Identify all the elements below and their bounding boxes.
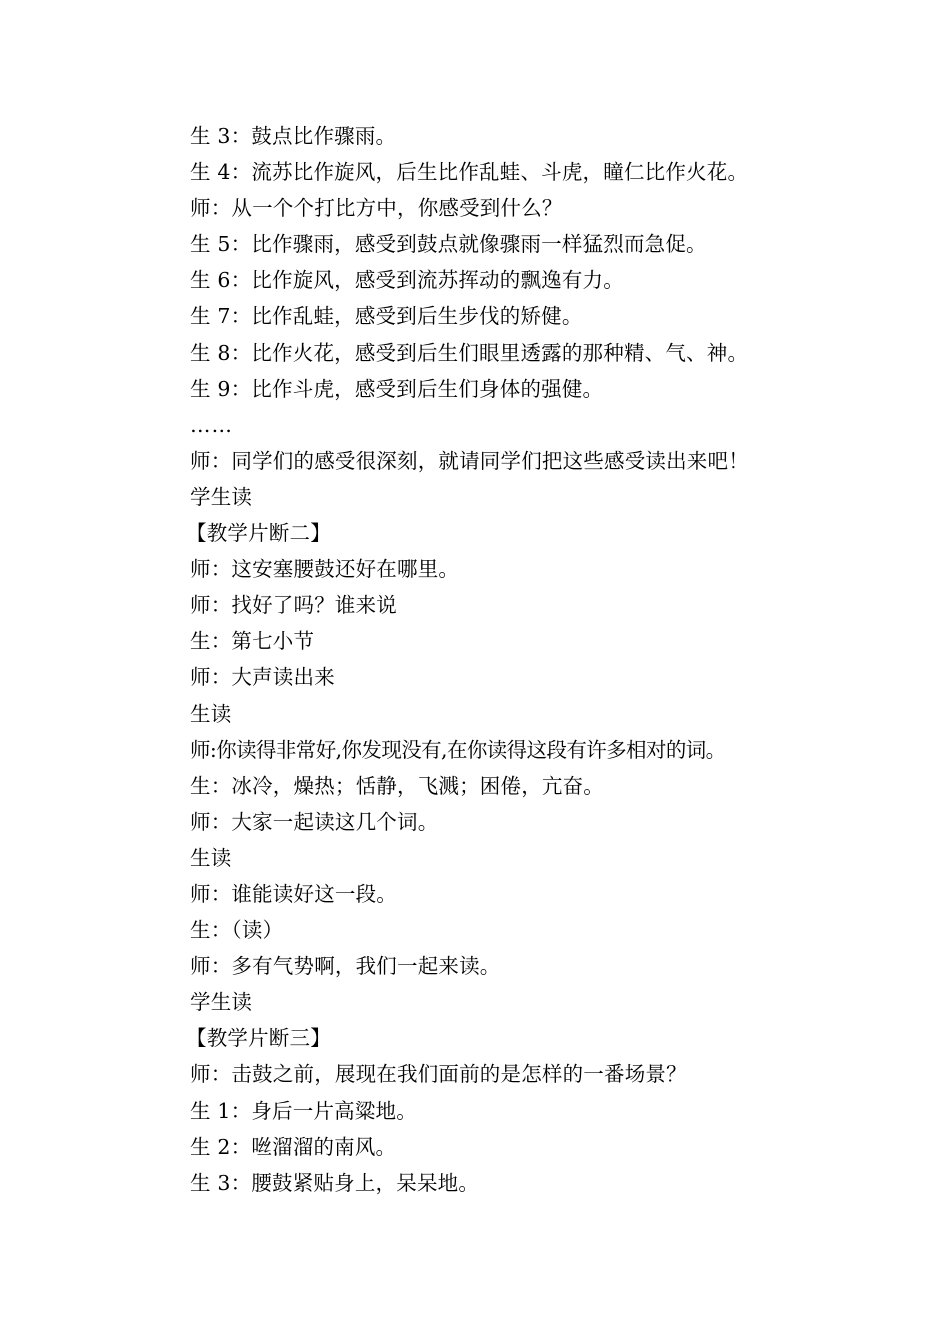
text-line: 师：同学们的感受很深刻，就请同学们把这些感受读出来吧！: [190, 448, 749, 473]
text-line: 生 5：比作骤雨，感受到鼓点就像骤雨一样猛烈而急促。: [190, 232, 707, 257]
text-line: 师：多有气势啊，我们一起来读。: [190, 954, 501, 979]
text-line: 师：从一个个打比方中，你感受到什么？: [190, 196, 563, 221]
section-heading: 【教学片断三】: [186, 1026, 331, 1051]
text-line: 生 1：身后一片高粱地。: [190, 1098, 417, 1123]
section-heading: 【教学片断二】: [186, 521, 331, 546]
text-line: 生 6：比作旋风，感受到流苏挥动的飘逸有力。: [190, 268, 624, 293]
text-line: 师：谁能读好这一段。: [190, 881, 397, 906]
ellipsis-line: ……: [190, 412, 233, 437]
text-line: 生读: [190, 701, 232, 726]
text-line: 生 4：流苏比作旋风，后生比作乱蛙、斗虎，瞳仁比作火花。: [190, 160, 749, 185]
text-line: 生 3：腰鼓紧贴身上，呆呆地。: [190, 1170, 480, 1195]
text-line: 生：（读）: [190, 918, 284, 943]
text-line: 生 2：咝溜溜的南风。: [190, 1134, 397, 1159]
text-line: 学生读: [190, 990, 253, 1015]
text-line: 师:你读得非常好,你发现没有,在你读得这段有许多相对的词。: [190, 737, 726, 762]
text-line: 师：找好了吗？谁来说: [190, 593, 397, 618]
text-line: 师：击鼓之前，展现在我们面前的是怎样的一番场景？: [190, 1062, 687, 1087]
text-line: 学生读: [190, 484, 253, 509]
text-line: 师：大声读出来: [190, 665, 335, 690]
text-line: 生 8：比作火花，感受到后生们眼里透露的那种精、气、神。: [190, 340, 749, 365]
text-line: 生读: [190, 845, 232, 870]
text-line: 生：第七小节: [190, 629, 315, 654]
document-body: [186, 118, 890, 1201]
text-line: 生：冰冷，燥热；恬静，飞溅；困倦，亢奋。: [190, 773, 604, 798]
text-line: 生 7：比作乱蛙，感受到后生步伐的矫健。: [190, 304, 583, 329]
text-line: 生 9：比作斗虎，感受到后生们身体的强健。: [190, 376, 604, 401]
text-line: 生 3：鼓点比作骤雨。: [190, 124, 397, 148]
text-line: 师：这安塞腰鼓还好在哪里。: [190, 557, 460, 582]
text-line: 师：大家一起读这几个词。: [190, 809, 439, 834]
